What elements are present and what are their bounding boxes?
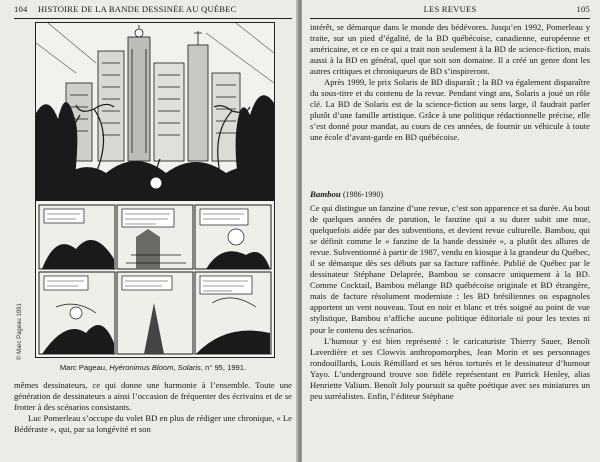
paragraph: Luc Pomerleau s’occupe du volet BD en plus de rédiger une chronique, « Le Bédéraste », qui, par sa longévité et son — [14, 413, 292, 435]
paragraph: mêmes dessinateurs, ce qui donne une harmonie à l’ensemble. Toute une génération de dessinateurs a ainsi l’occasion de fréquenter des écrivains et de se frotter à des scénarios consistants. — [14, 380, 292, 413]
section-title: Bambou — [310, 189, 341, 199]
left-page-number: 104 — [14, 4, 28, 14]
right-header-rule — [310, 18, 590, 19]
paragraph: Après 1999, le prix Solaris de BD disparaît ; la BD va également disparaître du sous-titre et du contenu de la revue. Pendant vingt ans, Solaris a joué un rôle clé. La BD de Solaris est de la science-fiction au sens large, il faudrait parler plutôt d’une famille artistique. Grâce à une politique rédactionnelle précise, elle s’est donné pour mandat, au cours de ces années, de fournir un véhicule à toute une école d’avant-garde en BD québécoise. — [310, 77, 590, 143]
section-years: (1986-1990) — [343, 190, 384, 199]
paragraph: Ce qui distingue un fanzine d’une revue, c’est son apparence et sa durée. Au bout de quelques années de parution, le fanzine qui a su durer subit une mue, quelquefois aidée par des subventions, et devient revue culturelle. Bambou, qui se définit comme le « fanzine de la bande dessinée », a plutôt des allures de revue. Subventionné à partir de 1987, vendu en kiosque à la grandeur du Québec, il se démarque dès ses débuts par sa facture raffinée. Publié de Québec par le dessinateur Stéphane Delaprée, Bambou se consacre uniquement à la BD. Comme Cocktail, Bambou mélange BD québécoise originale et BD étrangère, mais de facture résolument moderniste : les BD brésiliennes ou espagnoles apportent un vent nouveau. Tout en noir et blanc et très soigné au point de vue stylistique, Bambou n’affiche aucune politique éditoriale ni pour les textes ni pour le contenu des scénarios. — [310, 203, 590, 335]
right-running-head — [310, 4, 590, 18]
comic-illustration — [35, 22, 275, 358]
right-page-number: 105 — [576, 4, 590, 14]
right-body-text-top — [310, 22, 590, 144]
right-page — [302, 0, 600, 462]
section-heading — [310, 189, 383, 199]
figure-caption: Marc Pageau, Hyéronimus Bloom, Solaris, n° 95, 1991. — [59, 363, 247, 372]
left-body-text — [14, 380, 292, 435]
paragraph: L’humour y est bien représenté : le caricaturiste Thierry Sauer, Benoît Laverdière et ses Clowvis anthropomorphes, Jean Morin et ses personnages rondouillards, Louis Rémillard et ses héros torturés et le dessinateur d’humour Yayo. L’underground trouve son fidèle représentant en Patrick Henley, alias Henriette Valium. Benoît Joly poursuit sa quête poétique avec ses miniatures un peu surréalistes. Enfin, l’éditeur Stéphane — [310, 335, 590, 401]
left-running-title: HISTOIRE DE LA BANDE DESSINÉE AU QUÉBEC — [38, 4, 237, 14]
left-running-head — [14, 4, 292, 18]
left-page — [0, 0, 298, 462]
image-credit: © Marc Pageau 1991 — [17, 303, 23, 360]
paragraph: intérêt, se démarque dans le monde des bédévores. Jusqu’en 1992, Pomerleau y traite, sur un pied d’égalité, de la BD québécoise, canadienne, européenne et américaine, et ce en ce qui a trait non seulement à la BD de science-fiction, mais aussi à la BD en général, quel que soit son domaine. Il a créé un genre dont les autres critiques et chroniqueurs de BD s’inspireront. — [310, 22, 590, 77]
left-header-rule — [14, 18, 292, 19]
right-body-text-bottom — [310, 203, 590, 402]
right-running-title: LES REVUES — [423, 4, 477, 14]
